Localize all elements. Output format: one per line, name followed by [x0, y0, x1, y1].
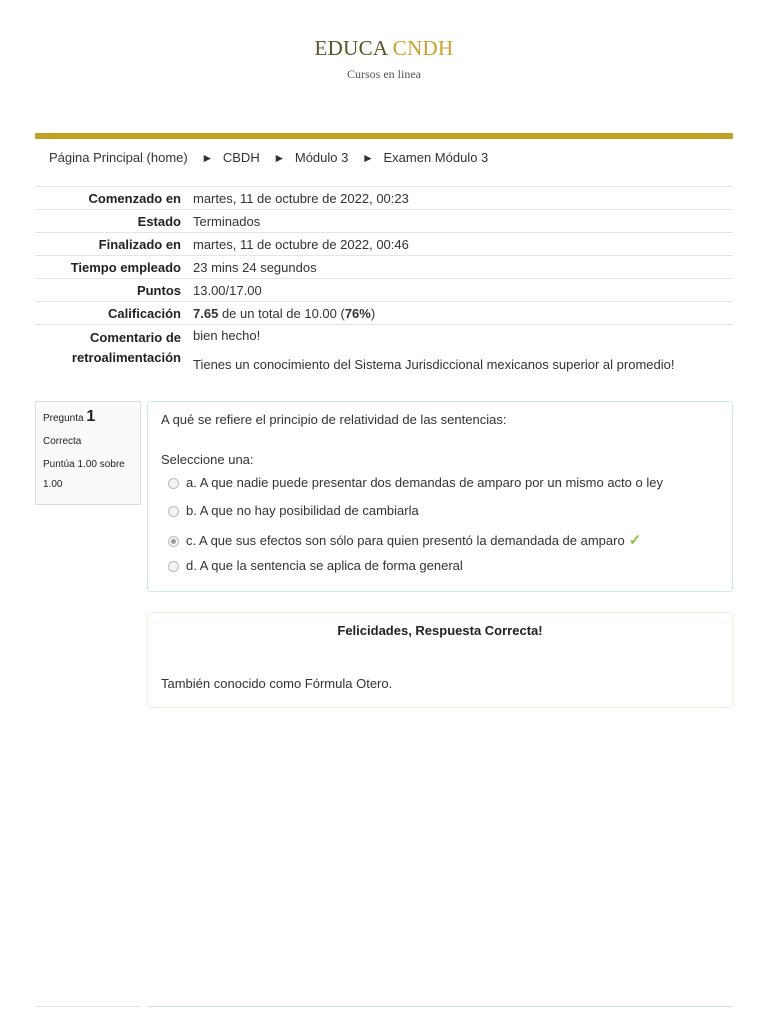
summary-label	[35, 325, 193, 374]
answer-label: b. A que no hay posibilidad de cambiarla	[186, 503, 419, 518]
radio-button[interactable]	[168, 506, 179, 517]
answer-label: c. A que sus efectos son sólo para quien presentó la demandada de amparo	[186, 532, 625, 548]
feedback-label-line1: Comentario de	[89, 330, 181, 345]
brand-cndh: CNDH	[392, 36, 454, 60]
summary-label: Calificación	[35, 302, 193, 325]
summary-value	[193, 325, 733, 374]
breadcrumb-home[interactable]: Página Principal (home)	[49, 150, 188, 165]
question-prefix: Pregunta	[43, 413, 84, 424]
summary-row-points	[35, 279, 733, 302]
summary-row-finished	[35, 233, 733, 256]
radio-button[interactable]	[168, 561, 179, 572]
radio-button[interactable]	[168, 478, 179, 489]
site-brand	[0, 36, 768, 61]
question-state: Correcta	[43, 436, 82, 447]
right-triangle-icon: ►	[361, 151, 374, 165]
summary-label: Puntos	[35, 279, 193, 302]
right-triangle-icon: ►	[201, 151, 214, 165]
question-text: A qué se refiere el principio de relatividad de las sentencias:	[161, 412, 507, 427]
grade-close: )	[370, 305, 376, 321]
brand-educa: EDUCA	[314, 36, 388, 60]
summary-label: Estado	[35, 210, 193, 233]
answer-feedback-box	[147, 612, 733, 708]
radio-button-selected[interactable]	[168, 536, 179, 547]
attempt-summary-table	[35, 186, 733, 373]
summary-value: 13.00/17.00	[193, 279, 733, 302]
feedback-label-line2: retroalimentación	[71, 350, 181, 365]
grade-value: 7.65	[193, 305, 219, 321]
breadcrumb-course[interactable]: CBDH	[222, 150, 260, 165]
question-grade: Puntúa 1.00 sobre 1.00	[43, 459, 125, 490]
feedback-line1: bien hecho!	[193, 328, 261, 343]
breadcrumb-module[interactable]: Módulo 3	[294, 150, 349, 165]
question-number-value: 1	[86, 408, 96, 425]
feedback-text: También conocido como Fórmula Otero.	[161, 676, 393, 691]
summary-row-time	[35, 256, 733, 279]
summary-value: martes, 11 de octubre de 2022, 00:23	[193, 187, 733, 210]
answer-label: d. A que la sentencia se aplica de forma general	[186, 558, 463, 573]
feedback-title: Felicidades, Respuesta Correcta!	[337, 623, 543, 638]
summary-value	[193, 302, 733, 325]
summary-label: Finalizado en	[35, 233, 193, 256]
answer-prompt: Seleccione una:	[161, 452, 254, 467]
right-triangle-icon: ►	[273, 151, 286, 165]
grade-total: de un total de 10.00 (	[221, 305, 345, 321]
checkmark-icon: ✓	[628, 532, 642, 549]
header-divider-bar	[35, 133, 733, 139]
summary-label: Tiempo empleado	[35, 256, 193, 279]
answer-option-b[interactable]	[168, 503, 419, 518]
answer-option-d[interactable]	[168, 558, 463, 573]
answer-label: a. A que nadie puede presentar dos demandas de amparo por un mismo acto o ley	[186, 475, 663, 490]
breadcrumb-exam[interactable]: Examen Módulo 3	[383, 150, 489, 165]
summary-value: martes, 11 de octubre de 2022, 00:46	[193, 233, 733, 256]
next-question-content-edge	[147, 1006, 733, 1007]
site-tagline: Cursos en linea	[347, 67, 421, 81]
feedback-line2: Tienes un conocimiento del Sistema Jurisdiccional mexicanos superior al promedio!	[193, 357, 675, 372]
summary-label: Comenzado en	[35, 187, 193, 210]
summary-row-grade	[35, 302, 733, 325]
summary-row-state	[35, 210, 733, 233]
grade-percent: 76%	[344, 305, 371, 321]
summary-row-feedback	[35, 325, 733, 374]
breadcrumb	[49, 150, 488, 165]
next-question-info-edge	[35, 1006, 141, 1007]
summary-row-started	[35, 187, 733, 210]
summary-value: Terminados	[193, 210, 733, 233]
answer-option-a[interactable]	[168, 475, 663, 490]
answer-option-c[interactable]	[168, 531, 641, 549]
question-number	[43, 408, 133, 426]
question-content	[147, 401, 733, 592]
summary-value: 23 mins 24 segundos	[193, 256, 733, 279]
question-info-panel	[35, 401, 141, 505]
